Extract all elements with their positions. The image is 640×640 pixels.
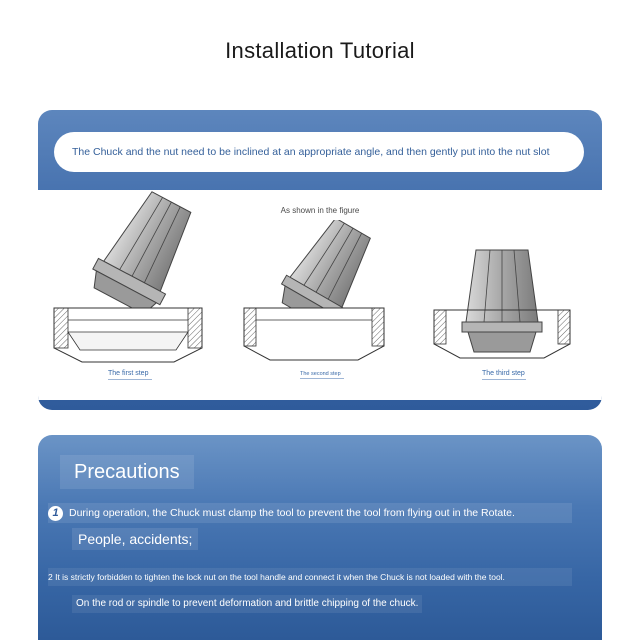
precaution-1 [48, 503, 572, 523]
diagram-panel [38, 190, 602, 400]
instruction-text: The Chuck and the nut need to be inclined at an appropriate angle, and then gently put into the nut slot [72, 146, 550, 158]
step-2-label: The second step [300, 371, 344, 379]
precautions-title: Precautions [60, 455, 194, 489]
tutorial-card [38, 110, 602, 410]
step-2-diagram [242, 220, 392, 370]
step-1-label: The first step [108, 370, 152, 380]
precaution-1-continued: People, accidents; [72, 528, 198, 550]
precaution-2: 2 It is strictly forbidden to tighten the lock nut on the tool handle and connect it when the Chuck is not loaded with the tool. [48, 568, 572, 586]
step-3-diagram [432, 244, 572, 364]
step-3-label: The third step [482, 370, 526, 380]
step-1-diagram [52, 190, 222, 370]
instruction-banner [54, 132, 584, 172]
figure-note: As shown in the figure [280, 206, 360, 215]
precaution-1-text: During operation, the Chuck must clamp the tool to prevent the tool from flying out in the Rotate. [69, 507, 515, 519]
precaution-2-continued: On the rod or spindle to prevent deformation and brittle chipping of the chuck. [72, 595, 422, 613]
nut-icon [54, 308, 202, 362]
page-title: Installation Tutorial [225, 38, 415, 63]
precautions-card [38, 435, 602, 640]
collet-icon [85, 190, 205, 319]
nut-icon [244, 308, 384, 360]
collet-icon [462, 250, 542, 352]
number-1-badge: 1 [48, 506, 63, 521]
